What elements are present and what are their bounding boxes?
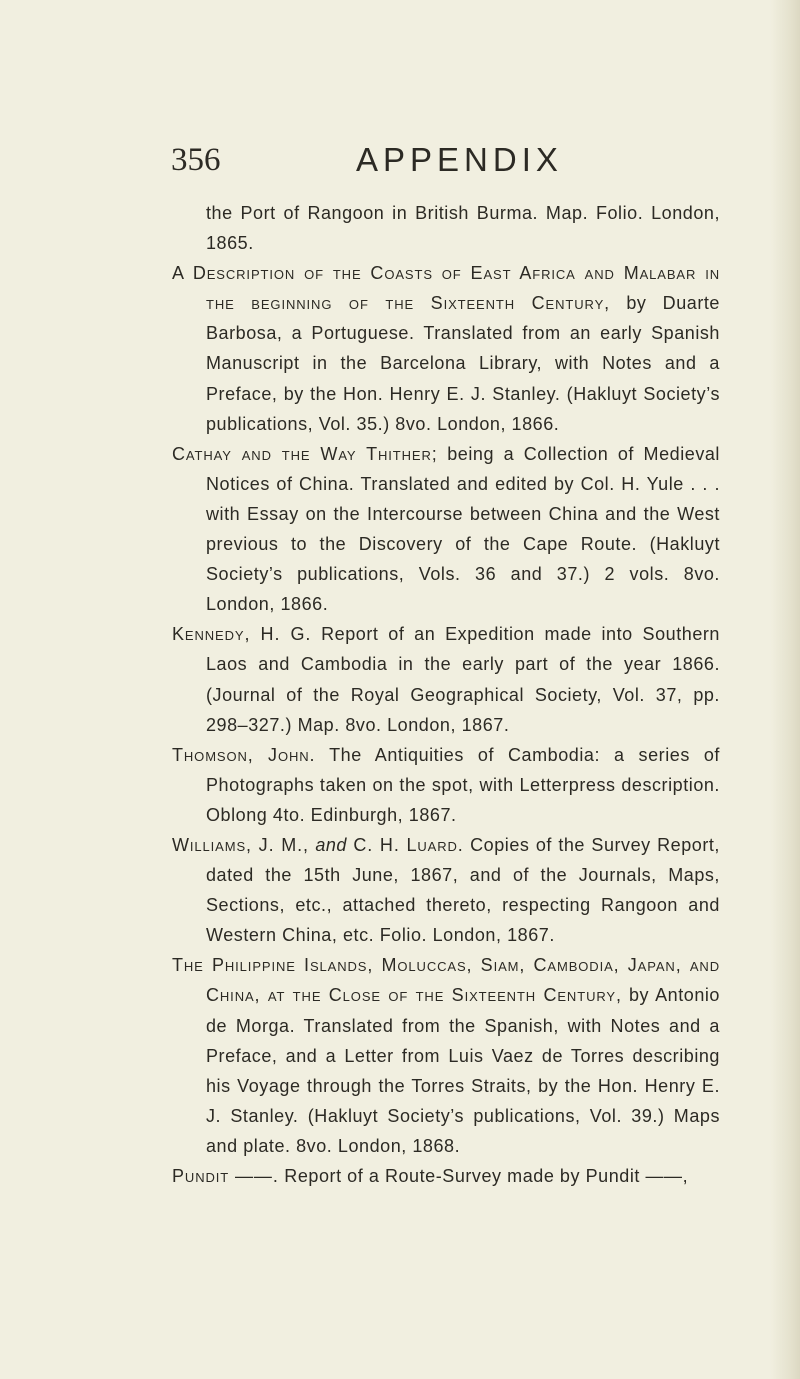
entry-text: The Antiquities of Cambodia: a series of Photographs taken on the spot, with Letterpress description. Oblong 4to. Edinburgh, 1867. bbox=[206, 744, 720, 825]
entry-text: by Duarte Barbosa, a Portuguese. Translated from an early Spanish Manuscript in the Barcelona Library, with Notes and a Preface, by the Hon. Henry E. J. Stanley. (Hakluyt Society’s publications, Vol. 35.) 8vo. London, 1866. bbox=[206, 293, 720, 434]
entry-text: Report of a Route-Survey made by Pundit ——, bbox=[284, 1166, 689, 1186]
entry-heading: Cathay and the Way Thither; bbox=[172, 443, 438, 464]
bibliography-entry bbox=[172, 258, 720, 439]
entry-text: Report of an Expedition made into Southern Laos and Cambodia in the early part of the year 1866. (Journal of the Royal Geographical Society, Vol. 37, pp. 298–327.) Map. 8vo. London, 1867. bbox=[206, 624, 720, 735]
entry-heading-second: C. H. Luard. bbox=[353, 834, 464, 855]
entry-heading: Williams, J. M., bbox=[172, 834, 309, 855]
bibliography-entry bbox=[172, 619, 720, 739]
bibliography-entry bbox=[172, 198, 720, 258]
bibliography-list bbox=[172, 198, 720, 1191]
entry-text: being a Collection of Medieval Notices of China. Translated and edited by Col. H. Yule . . . with Essay on the Intercourse between China and the West previous to the Discovery of the Cape Route. (Hakluyt Society’s publications, Vols. 36 and 37.) 2 vols. 8vo. London, 1866. bbox=[206, 443, 720, 615]
bibliography-entry bbox=[172, 740, 720, 830]
bibliography-entry bbox=[172, 1161, 720, 1191]
entry-text: Copies of the Survey Report, dated the 15th June, 1867, and of the Journals, Maps, Sections, etc., attached thereto, respecting Rangoon and Western China, etc. Folio. London, 1867. bbox=[206, 834, 720, 946]
entry-heading: A Description of the Coasts of East Africa and Malabar in the beginning of the Sixteenth Century, bbox=[172, 263, 720, 314]
running-head: APPENDIX bbox=[356, 141, 563, 178]
entry-heading: Thomson, John. bbox=[172, 744, 316, 765]
entry-text: by Antonio de Morga. Translated from the Spanish, with Notes and a Preface, and a Letter from Luis Vaez de Torres describing his Voyage through the Torres Straits, by the Hon. Henry E. J. Stanley. (Hakluyt Society’s publications, Vol. 39.) Maps and plate. 8vo. London, 1868. bbox=[206, 985, 720, 1156]
entry-text: the Port of Rangoon in British Burma. Map. Folio. London, 1865. bbox=[206, 203, 720, 254]
page-edge-shadow bbox=[770, 0, 800, 1379]
entry-heading: Pundit ——. bbox=[172, 1166, 279, 1186]
page-header bbox=[171, 140, 591, 184]
entry-heading: Kennedy, H. G. bbox=[172, 624, 312, 645]
entry-connector: and bbox=[315, 834, 347, 855]
bibliography-entry bbox=[172, 439, 720, 620]
bibliography-entry bbox=[172, 830, 720, 950]
bibliography-entry bbox=[172, 950, 720, 1161]
page-number: 356 bbox=[171, 142, 221, 178]
entry-heading: The Philippine Islands, Moluccas, Siam, Cambodia, Japan, and China, at the Close of the Sixteenth Century, bbox=[172, 955, 720, 1006]
